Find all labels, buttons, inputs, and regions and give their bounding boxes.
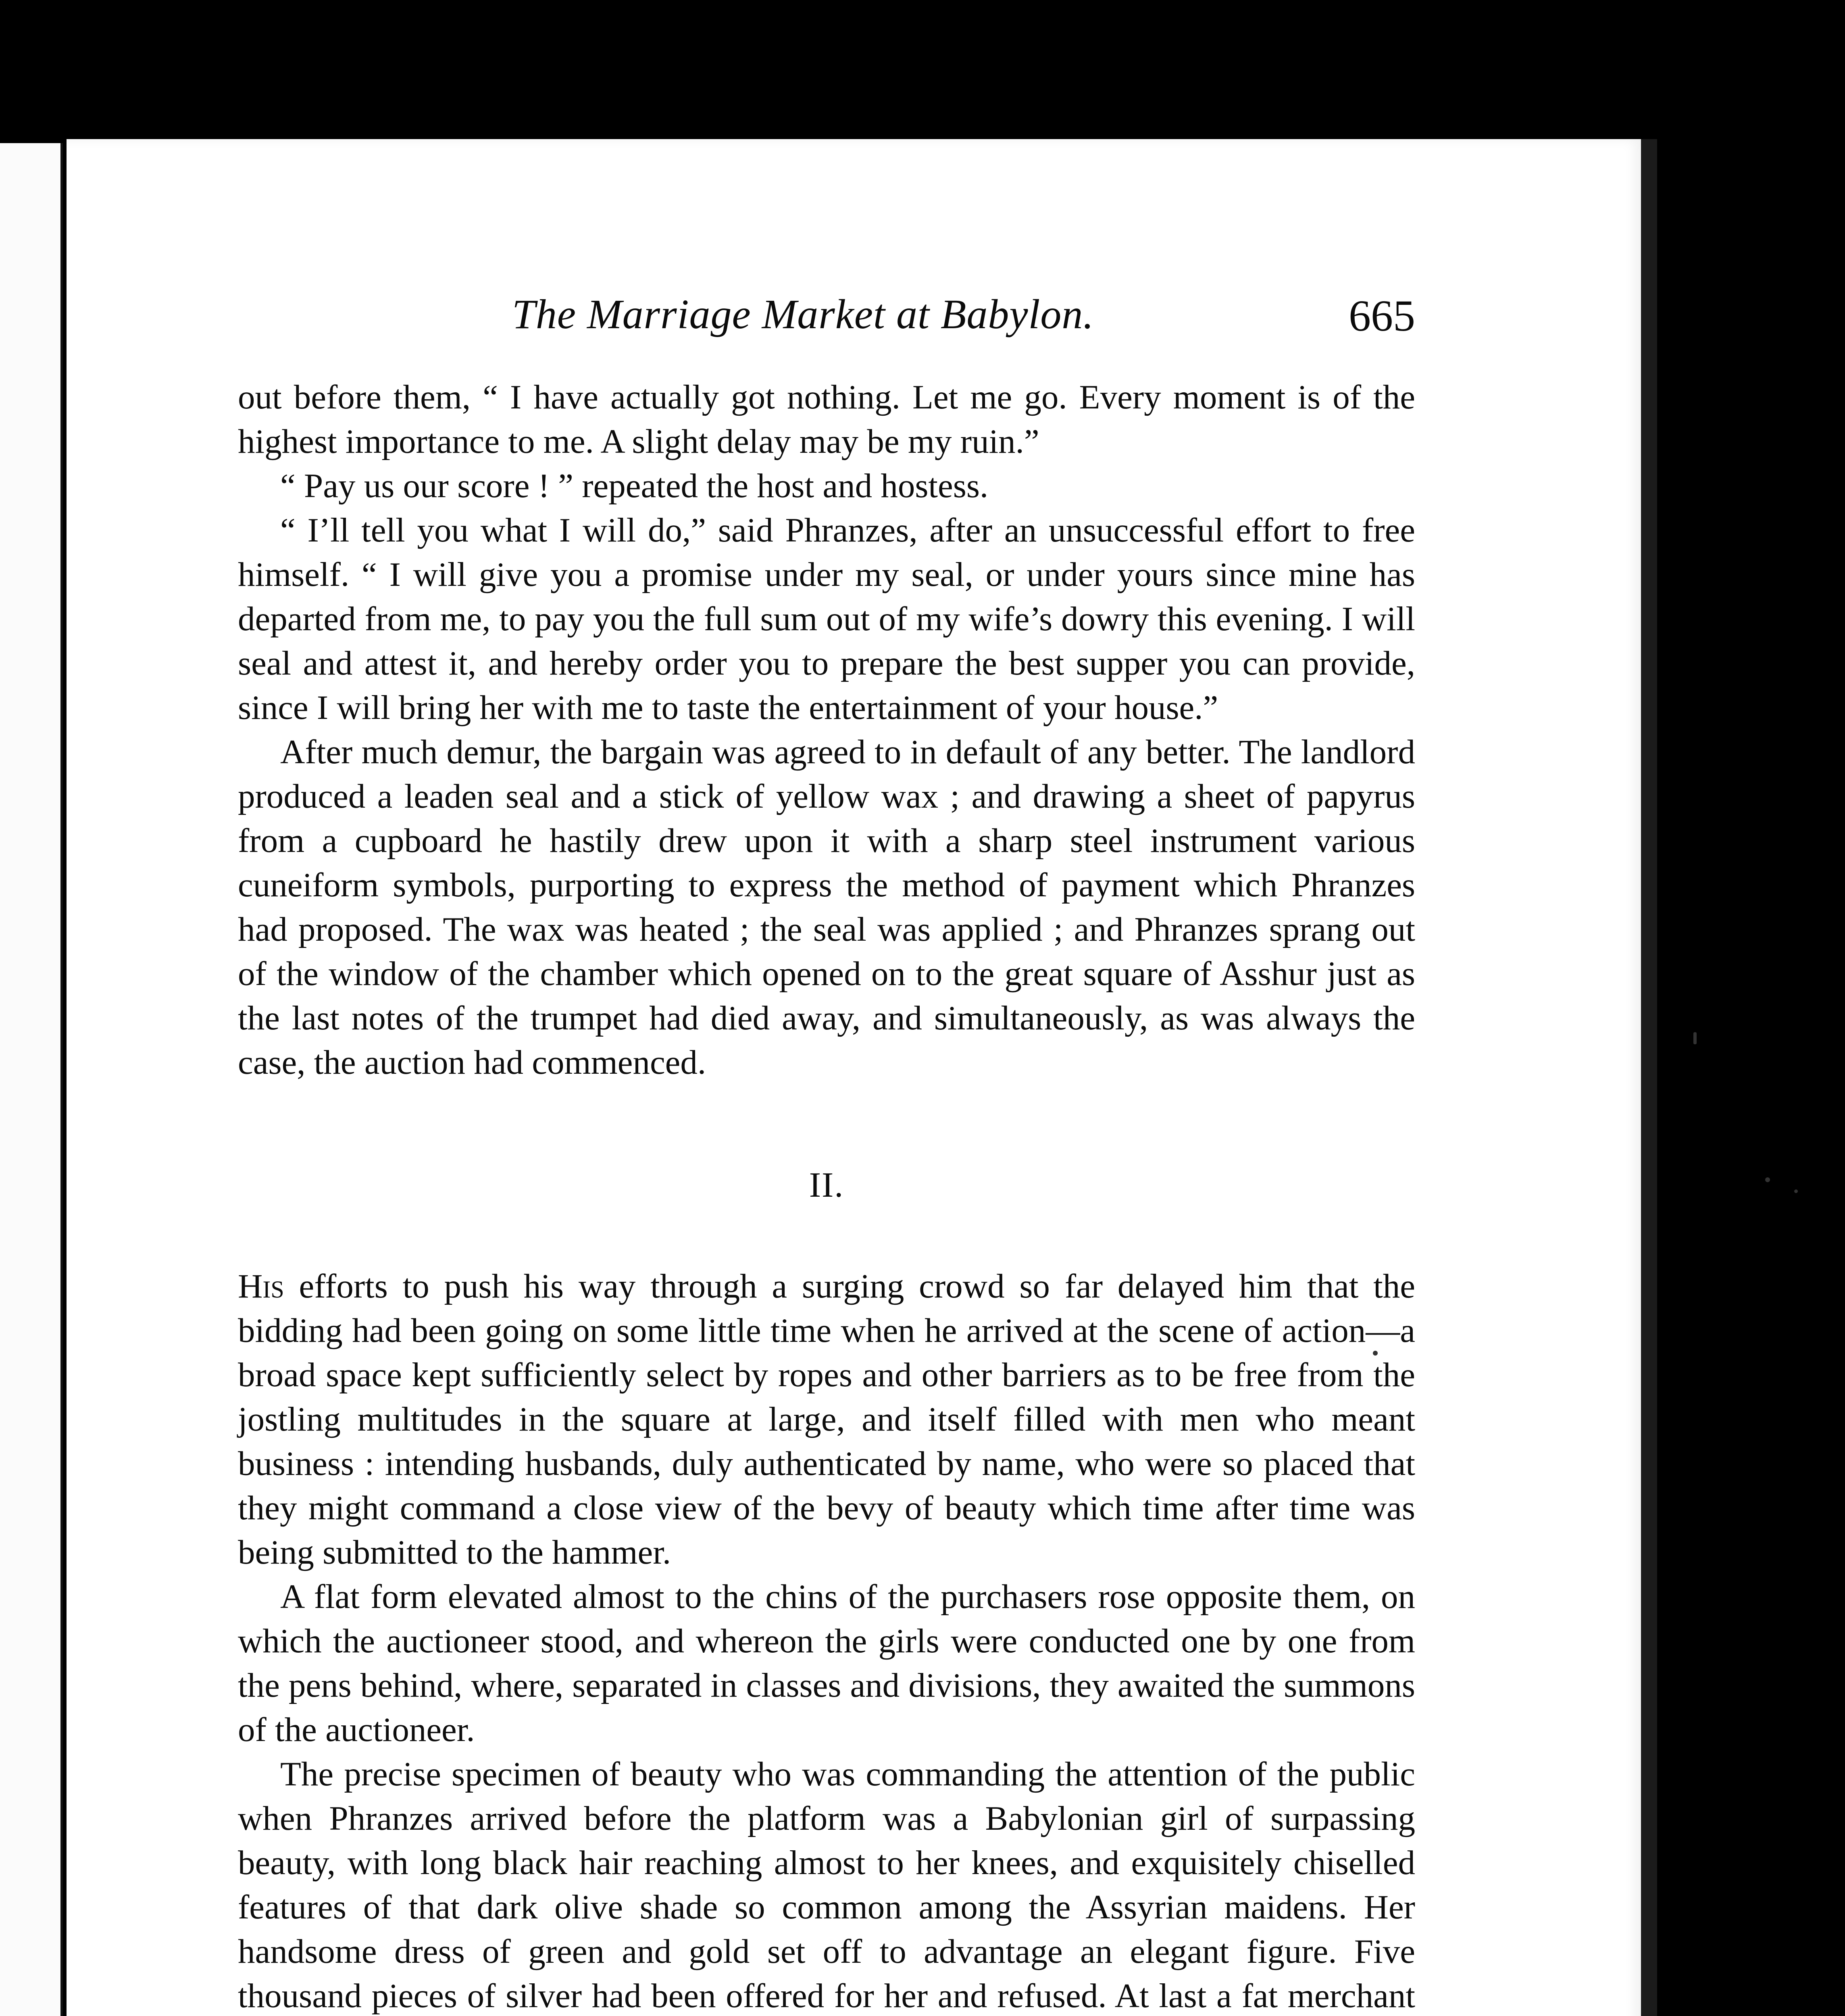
dust-speck [1693, 1032, 1697, 1044]
page-body-text [238, 375, 1415, 2016]
paragraph: A flat form elevated almost to the chins of the purchasers rose opposite them, on which the auctioneer stood, and whereon the girls were conducted one by one from the pens behind, where, separated in classes and divisions, they awaited the summons of the auctioneer. [238, 1578, 1415, 1749]
dust-speck [1765, 1177, 1770, 1182]
section-first-paragraph [238, 1264, 1415, 1574]
drop-word: His [238, 1267, 284, 1305]
section-heading: II. [809, 1166, 844, 1205]
running-head [238, 290, 1415, 347]
paragraph-text: efforts to push his way through a surging crowd so far delayed him that the bidding had been going on some little time when he arrived at the scene of action—a broad space kept sufficiently select by ropes and other barriers as to be free from the jostling multitudes in the square at large, and itself filled with men who meant business : intending husbands, duly authenticated by name, who were so placed that they might command a close view of the bevy of beauty which time after time was being submitted to the hammer. [238, 1267, 1415, 1571]
running-title: The Marriage Market at Babylon. [512, 291, 1094, 337]
paragraph-continued: out before them, “ I have actually got nothing. Let me go. Every moment is of the highest importance to me. A slight delay may be my ruin.” [238, 378, 1415, 460]
facing-page-edge [0, 143, 63, 2016]
page-number: 665 [1349, 291, 1415, 340]
paragraph: “ Pay us our score ! ” repeated the host and hostess. [280, 467, 989, 505]
paragraph: The precise specimen of beauty who was commanding the attention of the public when Phranzes arrived before the platform was a Babylonian girl of surpassing beauty, with long black hair reaching almost to her knees, and exquisitely chiselled features of that dark olive shade so common among the Assyrian maidens. Her handsome dress of green and gold set off to advantage an elegant figure. Five thousand pieces of silver had been offered for her and refused. At last a fat merchant [238, 1755, 1415, 2015]
page-edge-shadow [1641, 139, 1657, 2016]
paragraph: “ I’ll tell you what I will do,” said Phranzes, after an unsuccessful effort to free himself. “ I will give you a promise under my seal, or under yours since mine has departed from me, to pay you the full sum out of my wife’s dowry this evening. I will seal and attest it, and hereby order you to prepare the best supper you can provide, since I will bring her with me to taste the entertainment of your house.” [238, 511, 1415, 727]
dust-speck [1373, 1351, 1378, 1356]
dust-speck [1794, 1189, 1798, 1193]
paragraph: After much demur, the bargain was agreed to in default of any better. The landlord produced a leaden seal and a stick of yellow wax ; and drawing a sheet of papyrus from a cupboard he hastily drew upon it with a sharp steel instrument various cuneiform symbols, purporting to express the method of payment which Phranzes had proposed. The wax was heated ; the seal was applied ; and Phranzes sprang out of the window of the chamber which opened on to the great square of Asshur just as the last notes of the trumpet had died away, and simultaneously, as was always the case, the auction had commenced. [238, 733, 1415, 1081]
